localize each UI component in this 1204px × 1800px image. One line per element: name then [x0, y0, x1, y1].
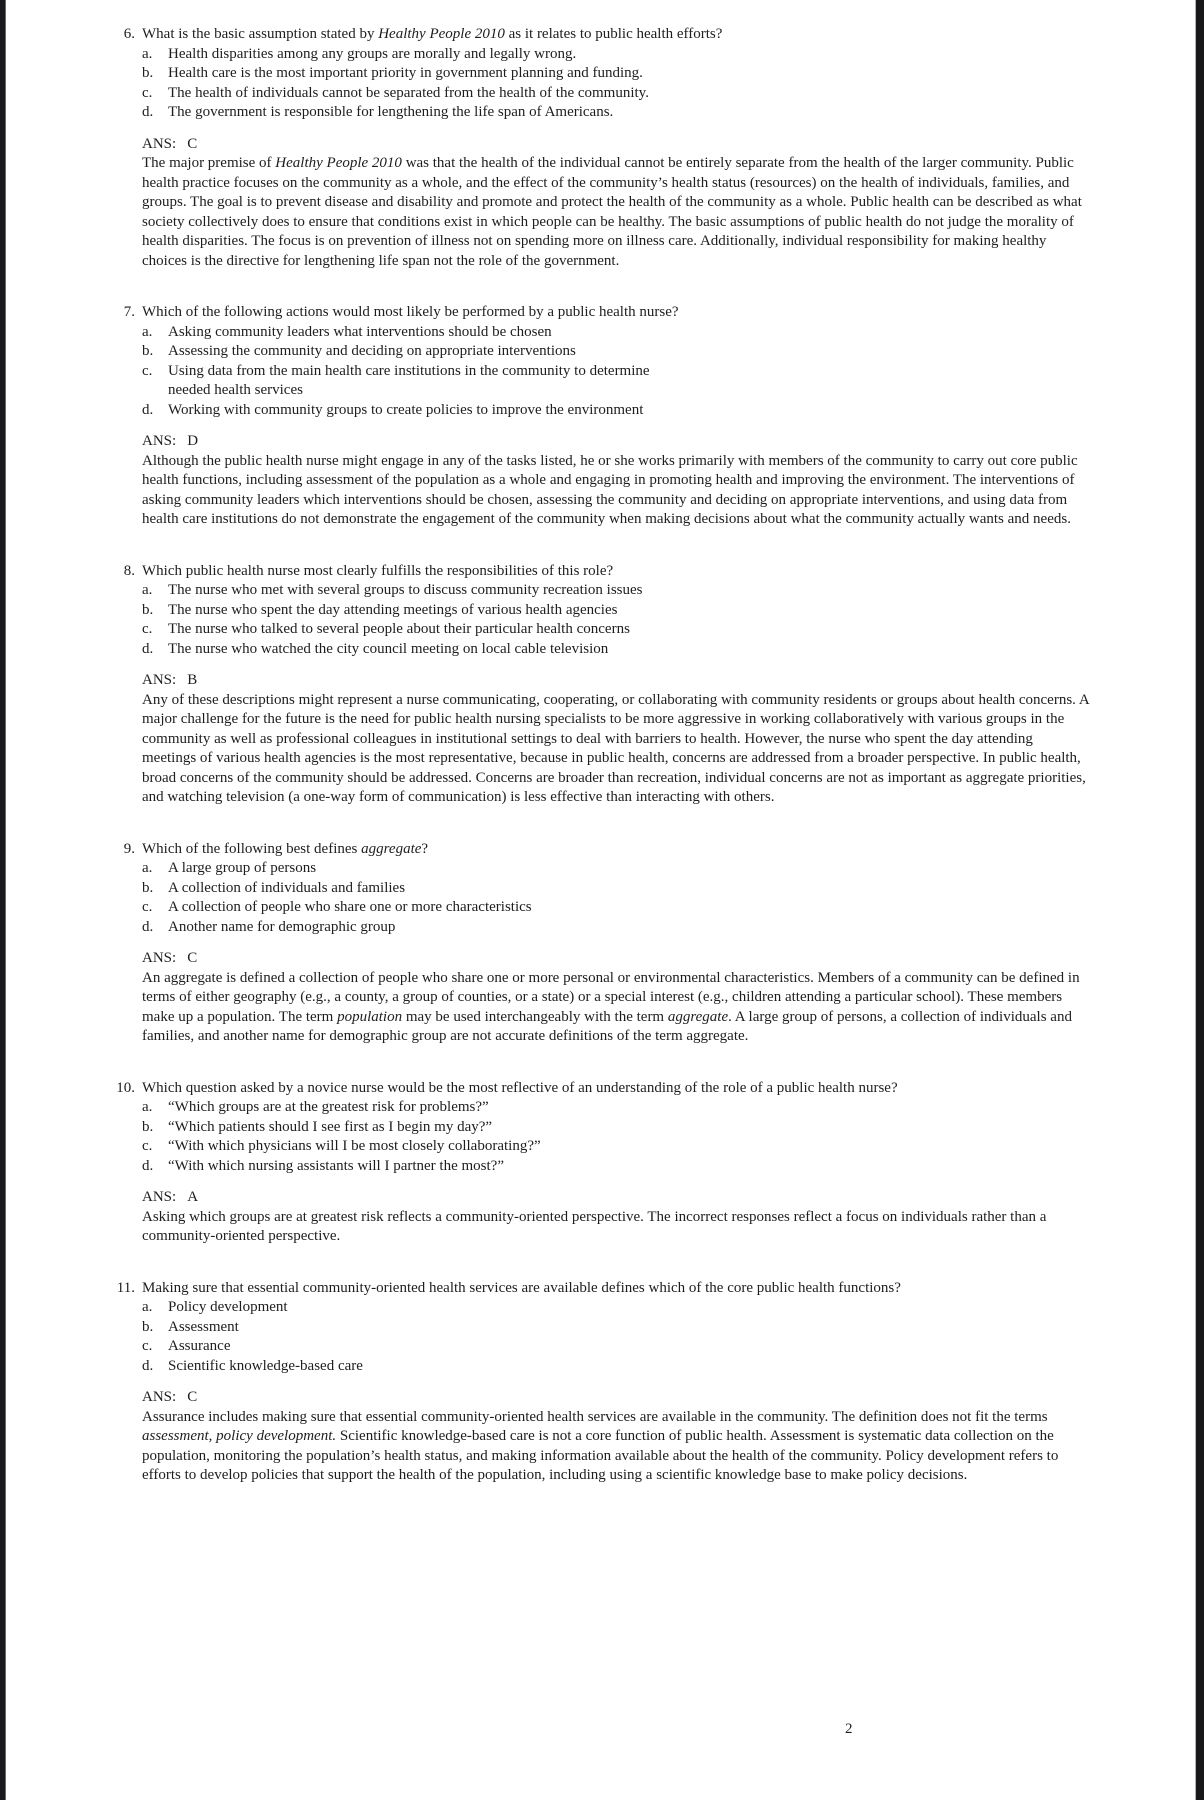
- answer-option: [142, 1337, 1090, 1357]
- rationale-text: An aggregate is defined a collection of people who share one or more personal or environmental characteristics. Members of a community can be defined in terms of either geography (e.g., a county, a group of counties, or a state) or a special interest (e.g., children attending a particular school). These members make up a population. The term population may be used interchangeably with the term aggregate. A large group of persons, a collection of individuals and families, and another name for demographic group are not accurate definitions of the term aggregate.: [142, 969, 1080, 1044]
- question-block-10: [108, 1079, 1090, 1247]
- option-text: The health of individuals cannot be separated from the health of the community.: [168, 84, 649, 101]
- answer-option: [142, 601, 1090, 621]
- question-block-6: [108, 25, 1090, 271]
- option-text: Health disparities among any groups are morally and legally wrong.: [168, 45, 577, 62]
- question-stem: Which of the following actions would most likely be performed by a public health nurse?: [142, 304, 679, 320]
- option-text: The nurse who talked to several people about their particular health concerns: [168, 621, 630, 637]
- option-letter: b.: [142, 601, 154, 618]
- answer-line: [142, 432, 1090, 452]
- answer-option: [142, 581, 1090, 601]
- question-stem: Which of the following best defines aggregate?: [142, 840, 429, 857]
- answer-label: ANS:: [142, 672, 177, 688]
- option-text: A collection of individuals and families: [168, 879, 406, 896]
- option-text: Working with community groups to create policies to improve the environment: [168, 401, 644, 418]
- answer-line: [142, 671, 1090, 691]
- option-letter: a.: [142, 323, 153, 340]
- option-letter: d.: [142, 918, 154, 935]
- option-text: Asking community leaders what interventions should be chosen: [168, 323, 552, 340]
- answer-option: [142, 1137, 1090, 1157]
- option-letter: c.: [142, 84, 153, 101]
- answer-label: ANS:: [142, 1389, 177, 1405]
- option-letter: b.: [142, 1118, 154, 1135]
- scan-border-right: [1195, 0, 1204, 1800]
- option-text: A large group of persons: [168, 860, 317, 876]
- answer-option: [142, 918, 1090, 938]
- option-text: Assurance: [168, 1338, 231, 1354]
- rationale-text: The major premise of Healthy People 2010 was that the health of the individual cannot be entirely separate from the health of the larger community. Public health practice focuses on the community as a whole, and the effect of the community’s health status (resources) on the health of individuals, families, and groups. The goal is to prevent disease and disability and promote and protect the health of the community as a whole. Public health can be described as what society collectively does to ensure that conditions exist in which people can be healthy. The basic assumptions of public health do not judge the morality of health disparities. The focus is on prevention of illness not on spending more on illness care. Additionally, individual responsibility for making healthy choices is the directive for lengthening life span not the role of the government.: [142, 155, 1082, 269]
- answer-option: [142, 342, 1090, 362]
- answer-option: [142, 1098, 1090, 1118]
- option-letter: d.: [142, 1157, 154, 1174]
- option-letter: a.: [142, 45, 153, 62]
- question-number: 9.: [123, 840, 135, 857]
- question-block-7: [108, 303, 1090, 530]
- option-text: A collection of people who share one or more characteristics: [168, 899, 532, 915]
- question-stem: Making sure that essential community-oriented health services are available defines which of the core public health functions?: [142, 1279, 901, 1296]
- option-text: The nurse who watched the city council meeting on local cable television: [168, 640, 609, 657]
- answer-value: C: [187, 950, 198, 966]
- option-letter: b.: [142, 65, 154, 81]
- option-letter: c.: [142, 621, 153, 637]
- page-number: 2: [845, 1721, 853, 1737]
- question-number: 6.: [123, 26, 135, 42]
- question-number: 8.: [123, 562, 135, 579]
- answer-line: [142, 1388, 1090, 1408]
- question-number: 7.: [123, 304, 135, 320]
- answer-option: [142, 401, 1090, 421]
- option-text: The nurse who met with several groups to discuss community recreation issues: [168, 582, 643, 598]
- option-letter: a.: [142, 1099, 153, 1115]
- question-stem: Which question asked by a novice nurse would be the most reflective of an understanding of the role of a public health nurse?: [142, 1079, 898, 1096]
- answer-option: [142, 1318, 1090, 1338]
- option-letter: d.: [142, 640, 154, 657]
- answer-line: [142, 1188, 1090, 1208]
- rationale-text: Asking which groups are at greatest risk reflects a community-oriented perspective. The incorrect responses reflect a focus on individuals rather than a community-oriented perspective.: [142, 1208, 1047, 1244]
- option-text: Scientific knowledge-based care: [168, 1357, 363, 1374]
- question-block-11: [108, 1279, 1090, 1486]
- option-text: Using data from the main health care institutions in the community to determine needed health services: [168, 362, 650, 398]
- option-text: “Which patients should I see first as I begin my day?”: [168, 1118, 493, 1135]
- rationale-text: Any of these descriptions might represent a nurse communicating, cooperating, or collaborating with community residents or groups about health concerns. A major challenge for the future is the need for public health nursing specialists to be more aggressive in working collaboratively with various groups in the community as well as professional colleagues in institutional settings to deal with barriers to health. However, the nurse who spent the day attending meetings of various health agencies is the most representative, because in public health, concerns are addressed from a broader perspective. In public health, broad concerns of the community should be addressed. Concerns are broader than recreation, individual concerns are not as important as aggregate priorities, and watching television (a one-way form of communication) is less effective than interacting with others.: [142, 691, 1089, 805]
- answer-option: [142, 1298, 1090, 1318]
- option-letter: c.: [142, 362, 153, 379]
- answer-line: [142, 135, 1090, 155]
- rationale-text: Although the public health nurse might engage in any of the tasks listed, he or she works primarily with members of the community to carry out core public health functions, including assessment of the population as a whole and engaging in promoting health and improving the environment. The interventions of asking community leaders which interventions should be chosen, assessing the community and deciding on appropriate interventions, and using data from health care institutions do not demonstrate the engagement of the community when making decisions about what the community actually wants and needs.: [142, 452, 1078, 527]
- question-block-9: [108, 840, 1090, 1047]
- answer-option: [142, 620, 1090, 640]
- answer-label: ANS:: [142, 135, 177, 152]
- question-number: 10.: [116, 1079, 135, 1096]
- answer-option: [142, 103, 1090, 123]
- question-number: 11.: [116, 1279, 135, 1296]
- option-text: Policy development: [168, 1299, 288, 1315]
- option-letter: c.: [142, 1338, 153, 1354]
- answer-option: [142, 362, 1090, 401]
- answer-value: C: [187, 135, 198, 152]
- option-text: “With which physicians will I be most closely collaborating?”: [168, 1138, 541, 1154]
- option-text: “Which groups are at the greatest risk for problems?”: [168, 1099, 489, 1115]
- answer-option: [142, 1118, 1090, 1138]
- option-letter: d.: [142, 401, 154, 418]
- answer-option: [142, 45, 1090, 65]
- answer-value: D: [187, 433, 199, 449]
- option-letter: c.: [142, 1138, 153, 1154]
- answer-line: [142, 949, 1090, 969]
- option-letter: d.: [142, 1357, 154, 1374]
- answer-label: ANS:: [142, 950, 177, 966]
- option-text: Assessing the community and deciding on appropriate interventions: [168, 343, 576, 359]
- option-letter: a.: [142, 1299, 153, 1315]
- answer-label: ANS:: [142, 1189, 177, 1205]
- answer-value: C: [187, 1389, 198, 1405]
- scan-border-left: [0, 0, 6, 1800]
- option-letter: b.: [142, 879, 154, 896]
- option-text: Health care is the most important priority in government planning and funding.: [168, 65, 643, 81]
- option-letter: a.: [142, 582, 153, 598]
- option-text: Another name for demographic group: [168, 918, 396, 935]
- question-stem: What is the basic assumption stated by Healthy People 2010 as it relates to public health efforts?: [142, 26, 723, 42]
- answer-option: [142, 898, 1090, 918]
- option-text: Assessment: [168, 1318, 239, 1335]
- document-page: [108, 25, 1090, 1518]
- answer-value: B: [187, 672, 198, 688]
- option-letter: b.: [142, 1318, 154, 1335]
- option-letter: d.: [142, 104, 154, 120]
- answer-option: [142, 879, 1090, 899]
- answer-value: A: [187, 1189, 199, 1205]
- option-text: “With which nursing assistants will I partner the most?”: [168, 1157, 504, 1174]
- answer-option: [142, 1357, 1090, 1377]
- answer-option: [142, 84, 1090, 104]
- question-block-8: [108, 562, 1090, 808]
- option-letter: b.: [142, 343, 154, 359]
- option-letter: c.: [142, 899, 153, 915]
- option-text: The nurse who spent the day attending meetings of various health agencies: [168, 601, 618, 618]
- rationale-text: Assurance includes making sure that essential community-oriented health services are available in the community. The definition does not fit the terms assessment, policy development. Scientific knowledge-based care is not a core function of public health. Assessment is systematic data collection on the population, monitoring the population’s health status, and making information available about the health of the community. Policy development refers to efforts to develop policies that support the health of the population, including using a scientific knowledge base to make policy decisions.: [142, 1408, 1059, 1483]
- question-stem: Which public health nurse most clearly fulfills the responsibilities of this role?: [142, 562, 614, 579]
- answer-option: [142, 1157, 1090, 1177]
- answer-option: [142, 64, 1090, 84]
- option-letter: a.: [142, 860, 153, 876]
- answer-option: [142, 640, 1090, 660]
- option-text: The government is responsible for lengthening the life span of Americans.: [168, 104, 614, 120]
- answer-option: [142, 859, 1090, 879]
- answer-option: [142, 323, 1090, 343]
- answer-label: ANS:: [142, 433, 177, 449]
